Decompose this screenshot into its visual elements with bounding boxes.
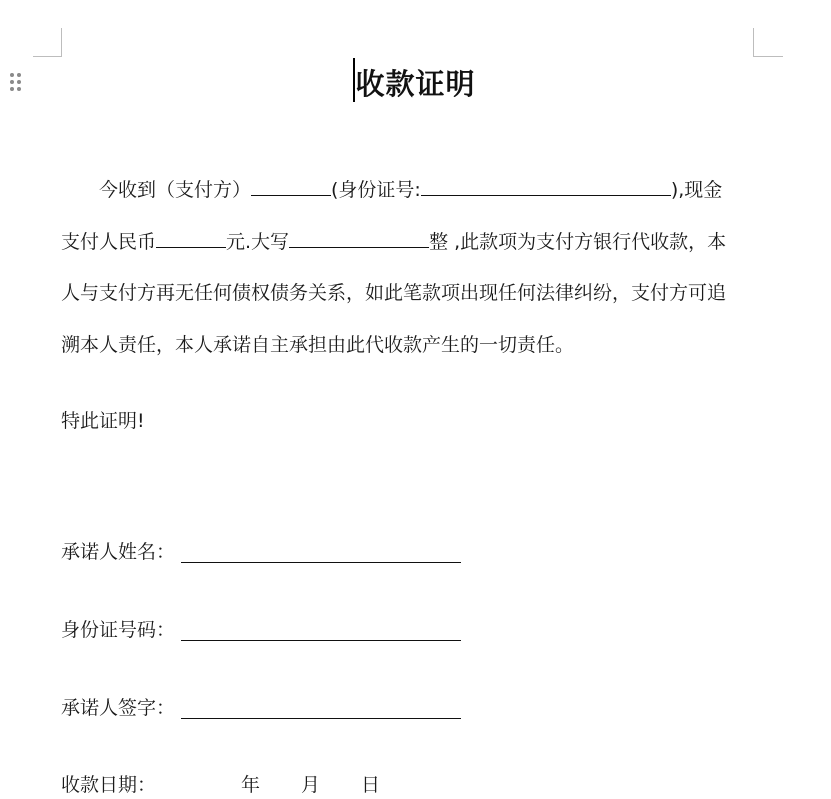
date-day-label: 日	[361, 774, 381, 796]
date-year-label: 年	[241, 774, 261, 796]
declaration[interactable]: 特此证明!	[61, 410, 145, 432]
payer-id-prefix: (身份证号:	[331, 179, 421, 201]
promisor-signature-blank[interactable]	[181, 718, 461, 719]
crop-mark-top-right-vertical	[753, 28, 754, 57]
id-number-blank[interactable]	[181, 640, 461, 641]
yuan-uppercase-text: 元.大写	[226, 231, 290, 253]
body-line-2[interactable]	[61, 227, 761, 256]
body-line-1[interactable]	[61, 175, 761, 204]
cash-text: ),现金	[670, 179, 723, 201]
amount-uppercase-blank[interactable]	[289, 227, 429, 248]
rmb-text: 支付人民币	[61, 231, 157, 253]
received-from-text: 今收到（支付方）	[99, 179, 252, 201]
amount-figure-blank[interactable]	[156, 227, 226, 248]
payer-name-blank[interactable]	[251, 175, 331, 196]
promisor-name-label: 承诺人姓名：	[61, 541, 176, 563]
document-title-text: 收款证明	[355, 67, 476, 101]
body-line-4[interactable]: 溯本人责任，本人承诺自主承担由此代收款产生的一切责任。	[61, 334, 575, 356]
payer-id-blank[interactable]	[421, 175, 671, 196]
crop-mark-top-right-horizontal	[753, 56, 783, 57]
id-number-label: 身份证号码：	[61, 619, 176, 641]
body-line-3[interactable]: 人与支付方再无任何债权债务关系，如此笔款项出现任何法律纠纷，支付方可追	[61, 282, 727, 304]
document-title[interactable]	[355, 64, 475, 104]
crop-mark-top-left-vertical	[61, 28, 62, 57]
receipt-date-label: 收款日期：	[61, 774, 157, 796]
crop-mark-top-left-horizontal	[33, 56, 62, 57]
promisor-name-blank[interactable]	[181, 562, 461, 563]
text-cursor	[353, 58, 355, 102]
bank-collection-text: 整 ,此款项为支付方银行代收款，本	[429, 231, 727, 253]
date-month-label: 月	[301, 774, 321, 796]
title-row	[0, 64, 831, 104]
promisor-signature-label: 承诺人签字：	[61, 697, 176, 719]
